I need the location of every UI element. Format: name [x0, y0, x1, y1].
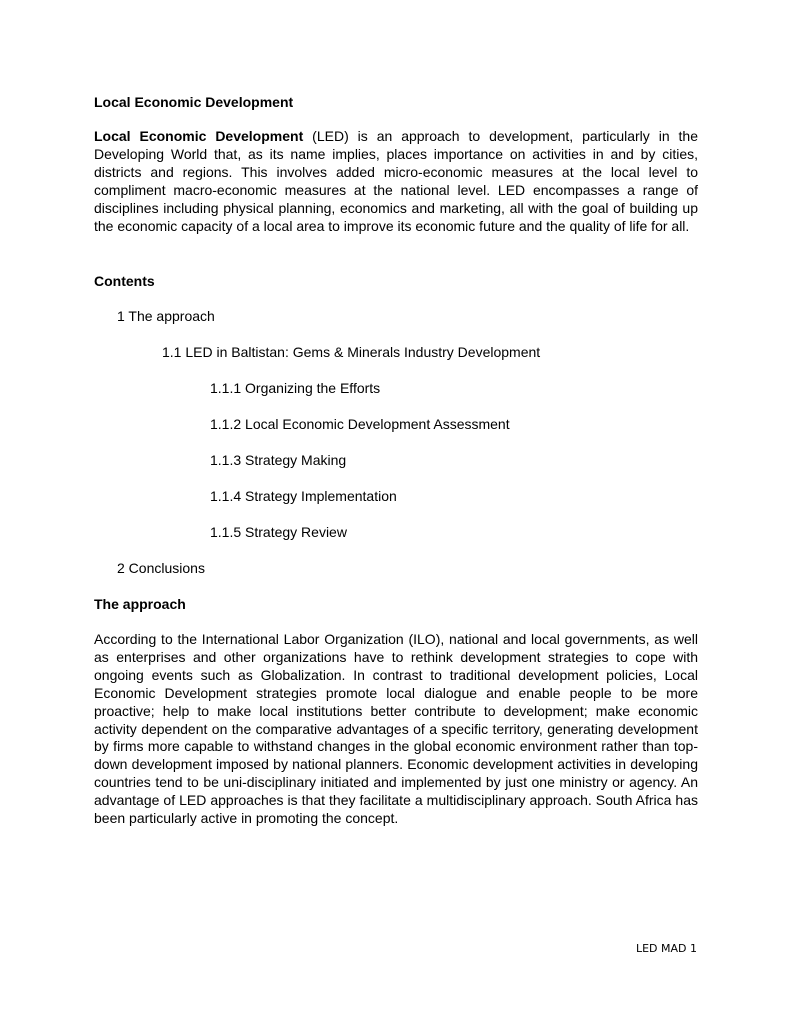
intro-rest: (LED) is an approach to development, particularly in the Developing World that, as its name implies, places importance on activities in and by cities, districts and regions. This involves added micro-economic measures at the local level to compliment macro-economic measures at the national level. LED encompasses a range of disciplines including physical planning, economics and marketing, all with the goal of building up the economic capacity of a local area to improve its economic future and the quality of life for all.	[94, 128, 699, 234]
contents-heading: Contents	[94, 273, 155, 289]
intro-paragraph	[94, 128, 698, 235]
intro-text	[94, 128, 698, 235]
toc-item: 1.1.2 Local Economic Development Assessment	[210, 416, 510, 432]
toc-item: 1.1.1 Organizing the Efforts	[210, 380, 381, 396]
document-title: Local Economic Development	[94, 94, 294, 110]
toc-item: 1.1.4 Strategy Implementation	[210, 488, 397, 504]
toc-item: 2 Conclusions	[117, 560, 205, 576]
page-footer: LED MAD 1	[635, 942, 697, 955]
toc-item: 1.1 LED in Baltistan: Gems & Minerals Industry Development	[162, 344, 541, 360]
approach-text: According to the International Labor Organization (ILO), national and local governments, as well as enterprises and other organizations have to rethink development strategies to cope with ongoing events such as Globalization. In contrast to traditional development policies, Local Economic Development strategies promote local dialogue and enable people to be more proactive; help to make local institutions better contribute to development; make economic activity dependent on the comparative advantages of a specific territory, generating development by firms more capable to withstand changes in the global economic environment rather than top-down development imposed by national planners. Economic development activities in developing countries tend to be uni-disciplinary initiated and implemented by just one ministry or agency. An advantage of LED approaches is that they facilitate a multidisciplinary approach. South Africa has been particularly active in promoting the concept.	[94, 631, 698, 827]
toc-item: 1 The approach	[117, 308, 215, 324]
approach-paragraph	[94, 631, 698, 828]
toc-item: 1.1.5 Strategy Review	[210, 524, 347, 540]
intro-lead: Local Economic Development	[94, 128, 304, 144]
approach-heading: The approach	[94, 596, 186, 612]
toc-item: 1.1.3 Strategy Making	[210, 452, 347, 468]
